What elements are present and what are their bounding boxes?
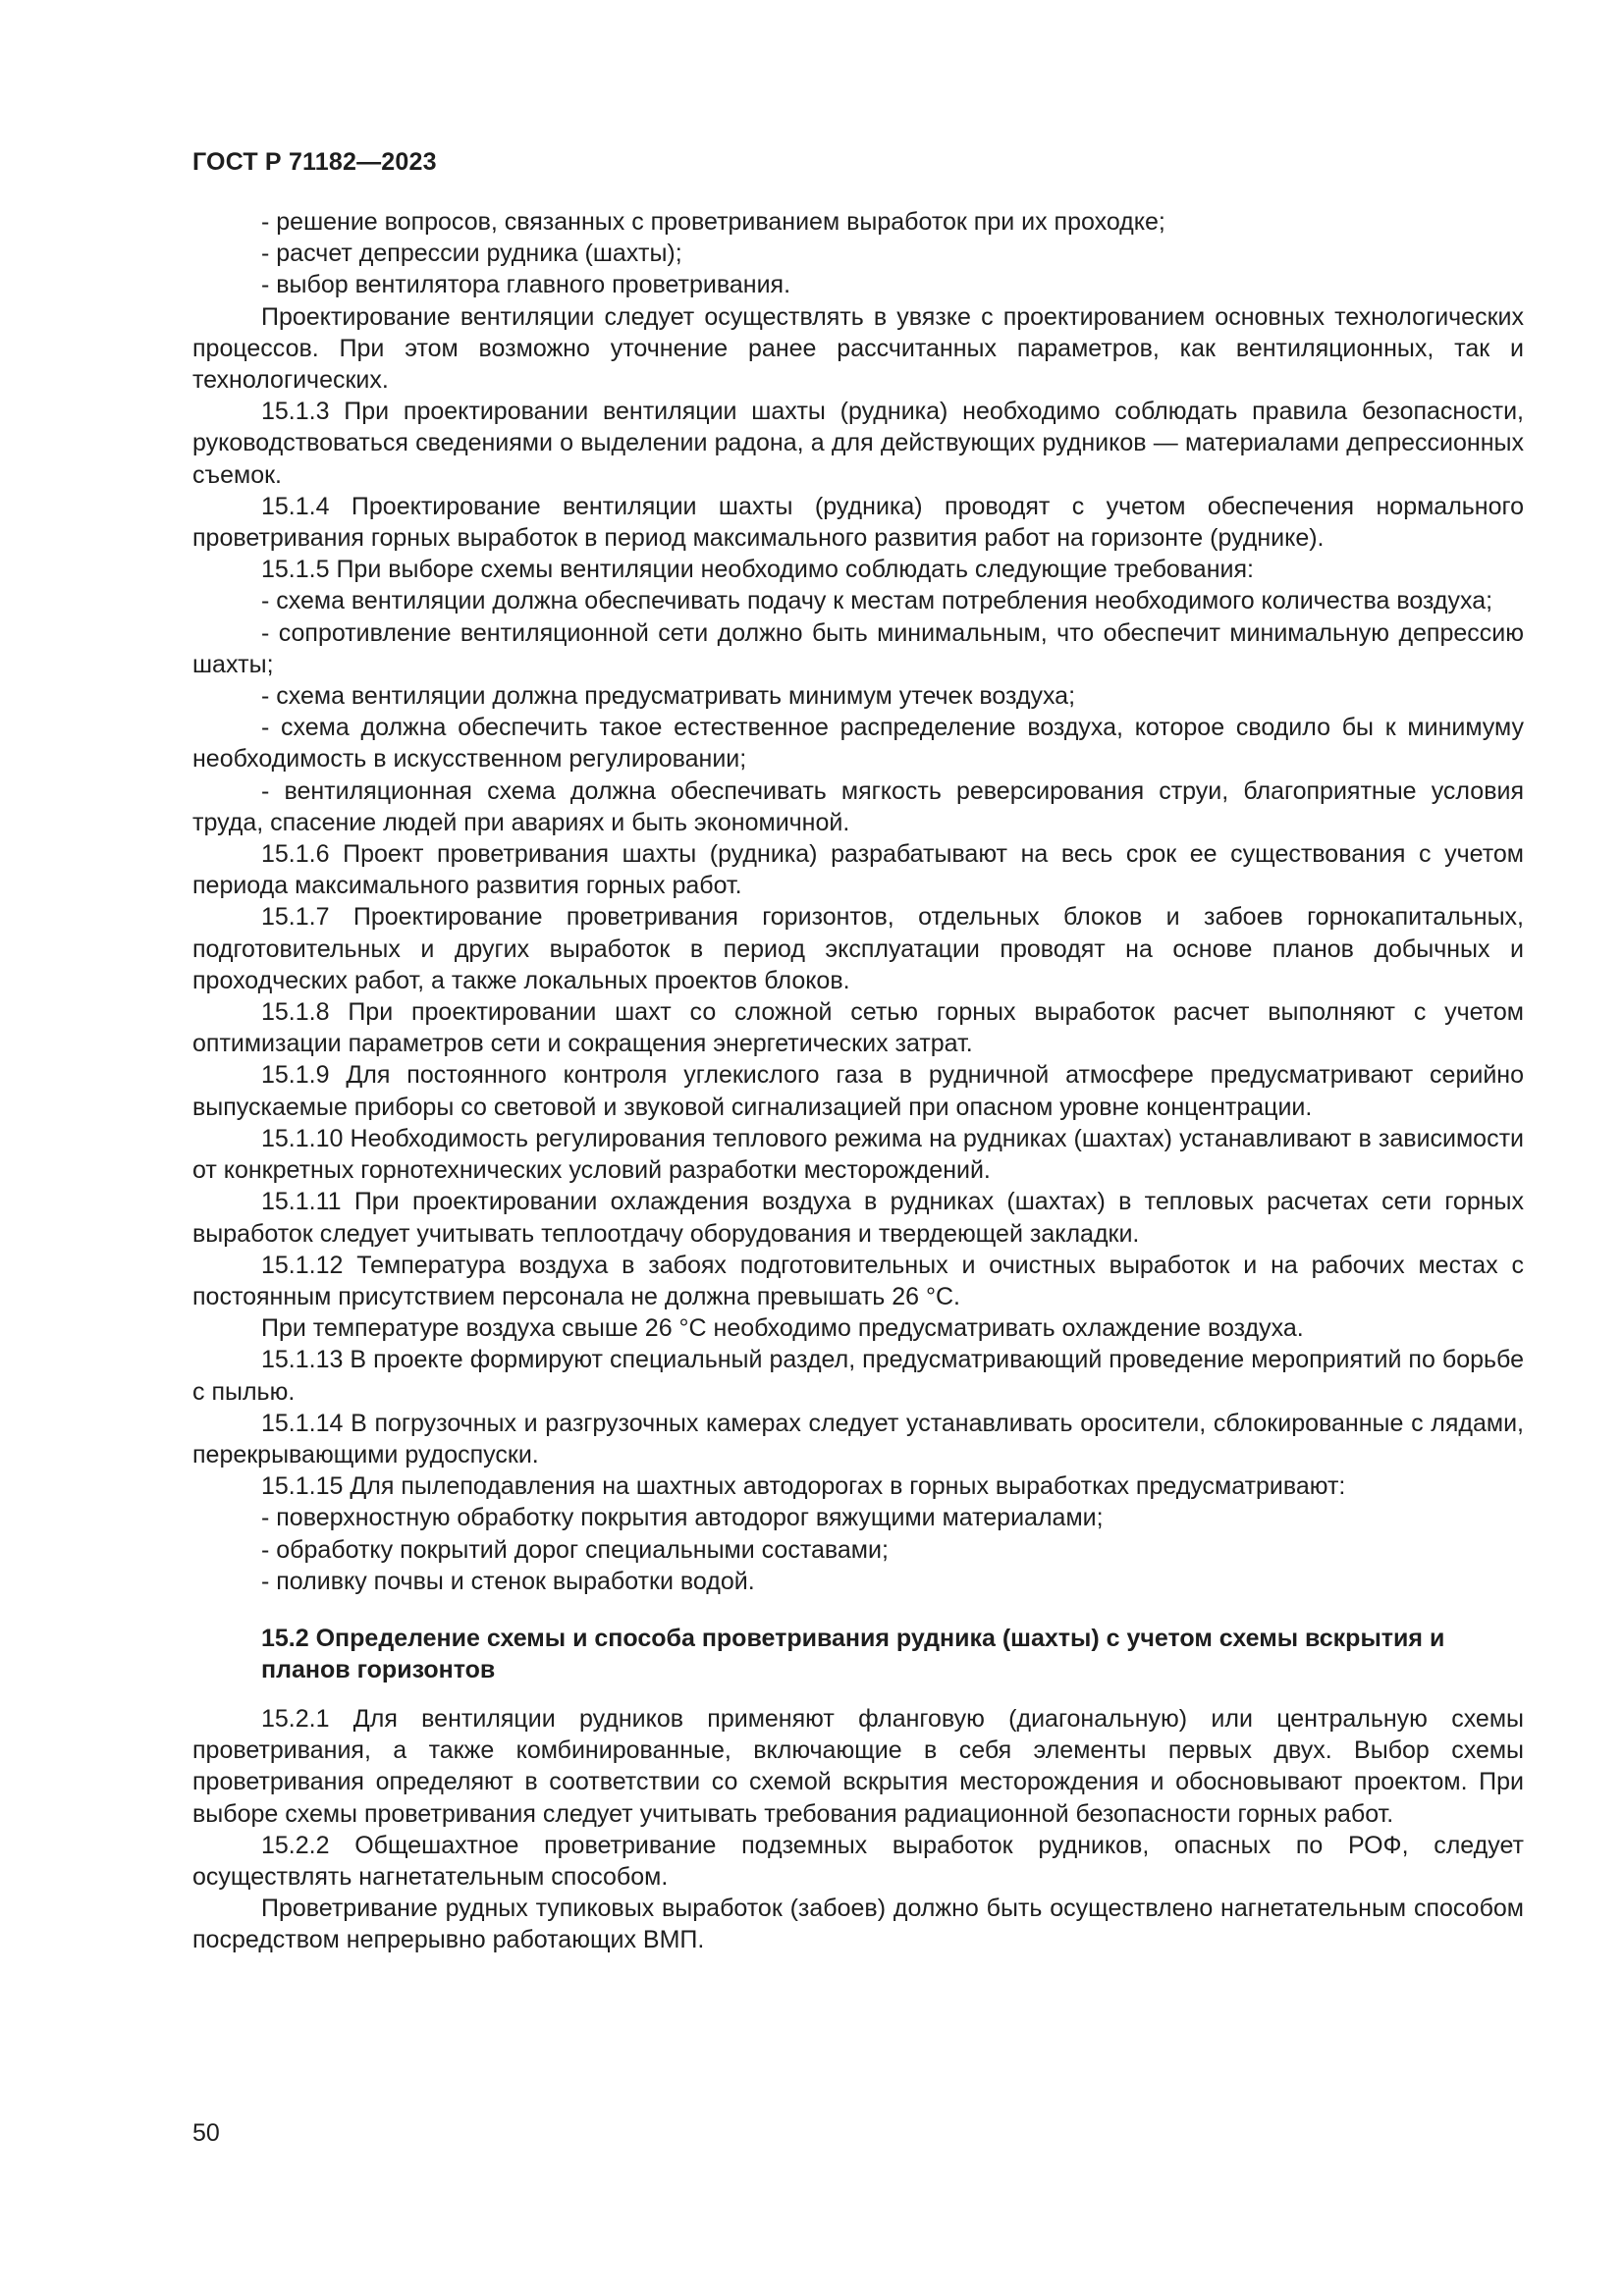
body-after <box>192 1703 1524 1956</box>
paragraph: 15.1.15 Для пылеподавления на шахтных автодорогах в горных выработках предусматривают: <box>261 1472 1346 1501</box>
paragraph: - решение вопросов, связанных с проветриванием выработок при их проходке; <box>261 208 1165 236</box>
paragraph: 15.1.5 При выборе схемы вентиляции необходимо соблюдать следующие требования: <box>261 556 1254 584</box>
paragraph: 15.1.3 При проектировании вентиляции шахты (рудника) необходимо соблюдать правила безопасности, руководствоваться сведениями о выделении радона, а для действующих рудников — материалами депрессионных съемок. <box>192 398 1524 489</box>
page-number: 50 <box>192 2119 220 2147</box>
paragraph: 15.2.1 Для вентиляции рудников применяют фланговую (диагональную) или центральную схемы проветривания, а также комбинированные, включающие в себя элементы первых двух. Выбор схемы проветривания определяют в соответствии со схемой вскрытия месторождения и обосновывают проектом. При выборе схемы проветривания следует учитывать требования радиационной безопасности горных работ. <box>192 1704 1524 1828</box>
paragraph: Проветривание рудных тупиковых выработок (забоев) должно быть осуществлено нагнетательным способом посредством непрерывно работающих ВМП. <box>192 1895 1524 1954</box>
paragraph: - обработку покрытий дорог специальными составами; <box>261 1535 889 1564</box>
paragraph: При температуре воздуха свыше 26 °С необходимо предусматривать охлаждение воздуха. <box>261 1314 1304 1343</box>
paragraph: Проектирование вентиляции следует осуществлять в увязке с проектированием основных технологических процессов. При этом возможно уточнение ранее рассчитанных параметров, как вентиляционных, так и технологических. <box>192 302 1524 395</box>
paragraph: - вентиляционная схема должна обеспечивать мягкость реверсирования струи, благоприятные условия труда, спасение людей при авариях и быть экономичной. <box>192 776 1524 836</box>
paragraph: 15.1.7 Проектирование проветривания горизонтов, отдельных блоков и забоев горнокапитальных, подготовительных и других выработок в период эксплуатации проводят на основе планов добычных и проходческих работ, а также локальных проектов блоков. <box>192 903 1524 994</box>
paragraph: 15.1.6 Проект проветривания шахты (рудника) разрабатывают на весь срок ее существования с учетом периода максимального развития горных работ. <box>192 840 1524 900</box>
paragraph: 15.2.2 Общешахтное проветривание подземных выработок рудников, опасных по РОФ, следует осуществлять нагнетательным способом. <box>192 1831 1524 1891</box>
paragraph: 15.1.12 Температура воздуха в забоях подготовительных и очистных выработок и на рабочих местах с постоянным присутствием персонала не должна превышать 26 °С. <box>192 1251 1524 1310</box>
paragraph: 15.1.14 В погрузочных и разгрузочных камерах следует устанавливать оросители, сблокированные с лядами, перекрывающими рудоспуски. <box>192 1409 1524 1468</box>
section-heading: 15.2 Определение схемы и способа проветривания рудника (шахты) с учетом схемы вскрытия и планов горизонтов <box>261 1624 1445 1683</box>
paragraph: - выбор вентилятора главного проветривания. <box>261 271 791 299</box>
document-page <box>192 147 1524 1956</box>
paragraph: - расчет депрессии рудника (шахты); <box>261 240 682 268</box>
paragraph: 15.1.4 Проектирование вентиляции шахты (рудника) проводят с учетом обеспечения нормального проветривания горных выработок в период максимального развития работ на горизонте (руднике). <box>192 492 1524 553</box>
paragraph: - сопротивление вентиляционной сети должно быть минимальным, что обеспечит минимальную депрессию шахты; <box>192 618 1524 678</box>
paragraph: 15.1.10 Необходимость регулирования теплового режима на рудниках (шахтах) устанавливают в зависимости от конкретных горнотехнических условий разработки месторождений. <box>192 1124 1524 1185</box>
paragraph: - схема вентиляции должна предусматривать минимум утечек воздуха; <box>261 682 1076 711</box>
body-before <box>192 206 1524 1597</box>
document-header: ГОСТ Р 71182—2023 <box>192 148 437 176</box>
paragraph: 15.1.11 При проектировании охлаждения воздуха в рудниках (шахтах) в тепловых расчетах сети горных выработок следует учитывать теплоотдачу оборудования и твердеющей закладки. <box>192 1188 1524 1248</box>
paragraph: - поливку почвы и стенок выработки водой. <box>261 1567 755 1595</box>
paragraph: - поверхностную обработку покрытия автодорог вяжущими материалами; <box>261 1504 1104 1532</box>
paragraph: 15.1.9 Для постоянного контроля углекислого газа в рудничной атмосфере предусматривают серийно выпускаемые приборы со световой и звуковой сигнализацией при опасном уровне концентрации. <box>192 1061 1524 1121</box>
paragraph: - схема должна обеспечить такое естественное распределение воздуха, которое сводило бы к минимуму необходимость в искусственном регулировании; <box>192 714 1524 774</box>
paragraph: 15.1.8 При проектировании шахт со сложной сетью горных выработок расчет выполняют с учетом оптимизации параметров сети и сокращения энергетических затрат. <box>192 998 1524 1058</box>
paragraph: 15.1.13 В проекте формируют специальный раздел, предусматривающий проведение мероприятий по борьбе с пылью. <box>192 1346 1524 1406</box>
paragraph: - схема вентиляции должна обеспечивать подачу к местам потребления необходимого количества воздуха; <box>261 587 1493 615</box>
